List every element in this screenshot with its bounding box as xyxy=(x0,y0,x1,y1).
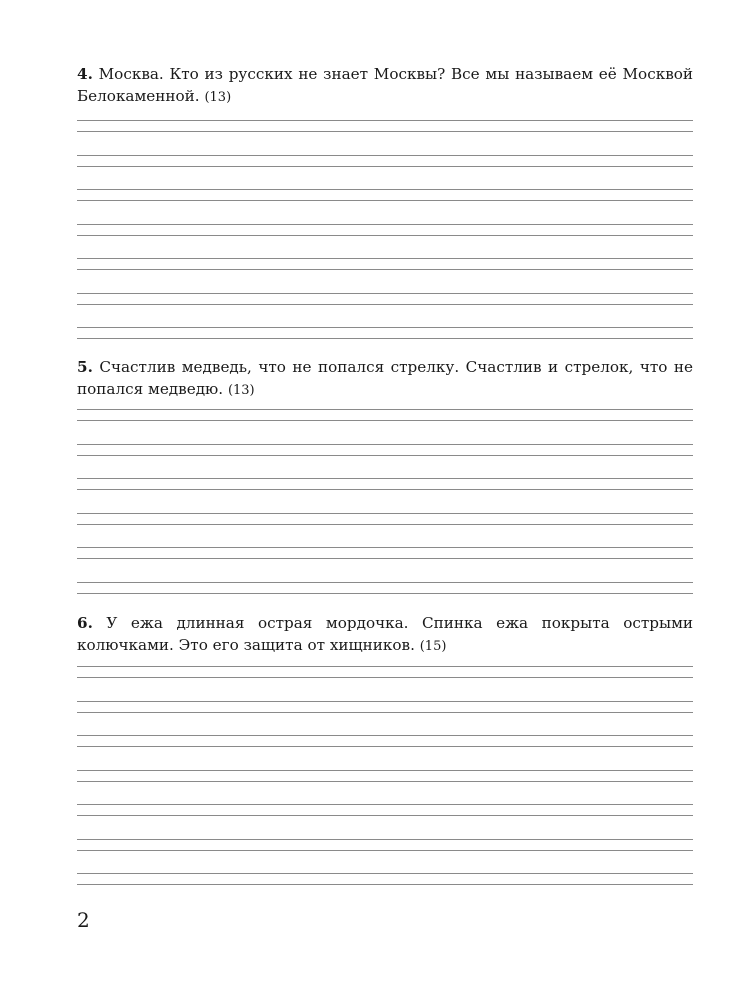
writing-line xyxy=(77,293,693,294)
exercise-5 xyxy=(77,356,693,402)
writing-line xyxy=(77,701,693,702)
writing-line xyxy=(77,735,693,736)
exercise-4-text-block xyxy=(77,63,693,109)
writing-line xyxy=(77,489,693,490)
exercise-5-number: 5. xyxy=(77,358,93,376)
writing-line xyxy=(77,839,693,840)
writing-line xyxy=(77,815,693,816)
writing-line xyxy=(77,258,693,259)
writing-line xyxy=(77,547,693,548)
writing-line xyxy=(77,166,693,167)
writing-line xyxy=(77,677,693,678)
writing-line xyxy=(77,224,693,225)
writing-line xyxy=(77,304,693,305)
writing-line xyxy=(77,235,693,236)
exercise-5-sentence: Счастлив медведь, что не попался стрелку. Счастлив и стрелок, что не попался медведю. xyxy=(77,358,693,398)
exercise-6-number: 6. xyxy=(77,614,93,632)
writing-line xyxy=(77,155,693,156)
exercise-5-text-block xyxy=(77,356,693,402)
writing-line xyxy=(77,770,693,771)
writing-line xyxy=(77,524,693,525)
writing-line xyxy=(77,884,693,885)
writing-line xyxy=(77,873,693,874)
exercise-5-word-count: (13) xyxy=(227,383,255,398)
writing-line xyxy=(77,409,693,410)
writing-line xyxy=(77,582,693,583)
exercise-6 xyxy=(77,612,693,658)
exercise-6-text-block xyxy=(77,612,693,658)
writing-line xyxy=(77,513,693,514)
exercise-6-sentence: У ежа длинная острая мордочка. Спинка ежа покрыта острыми колючками. Это его защита от хищников. xyxy=(77,614,693,654)
writing-line xyxy=(77,781,693,782)
writing-line xyxy=(77,338,693,339)
writing-line xyxy=(77,269,693,270)
exercise-4-number: 4. xyxy=(77,65,93,83)
writing-line xyxy=(77,327,693,328)
exercise-6-word-count: (15) xyxy=(419,639,447,654)
writing-line xyxy=(77,666,693,667)
writing-line xyxy=(77,478,693,479)
writing-line xyxy=(77,712,693,713)
writing-line xyxy=(77,200,693,201)
writing-line xyxy=(77,420,693,421)
writing-line xyxy=(77,131,693,132)
writing-line xyxy=(77,558,693,559)
exercise-4-word-count: (13) xyxy=(204,90,232,105)
exercise-4-sentence: Москва. Кто из русских не знает Москвы? Все мы называем её Москвой Белокаменной. xyxy=(77,65,694,105)
writing-line xyxy=(77,850,693,851)
writing-line xyxy=(77,593,693,594)
exercise-4 xyxy=(77,63,693,109)
writing-line xyxy=(77,120,693,121)
writing-line xyxy=(77,804,693,805)
writing-line xyxy=(77,444,693,445)
writing-line xyxy=(77,455,693,456)
writing-line xyxy=(77,189,693,190)
page-number: 2 xyxy=(77,908,90,932)
writing-line xyxy=(77,746,693,747)
